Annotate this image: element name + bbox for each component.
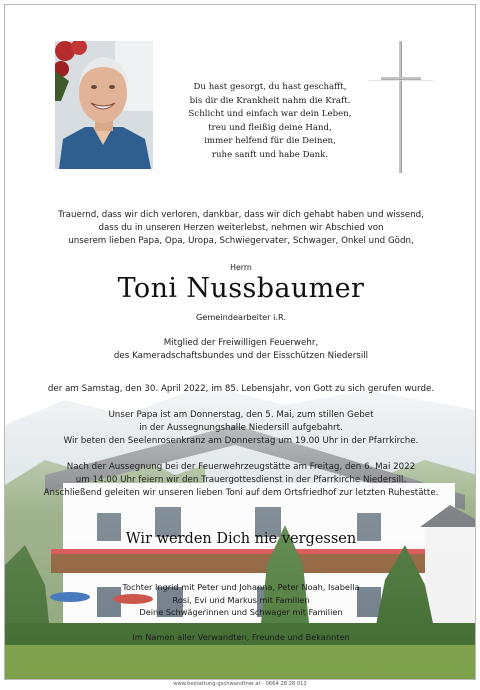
membership-line: Mitglied der Freiwilligen Feuerwehr, xyxy=(163,338,319,348)
family-list xyxy=(5,581,476,643)
prayer-info xyxy=(5,409,476,449)
prayer-line: Wir beten den Seelenrosenkranz am Donnerstag um 19.00 Uhr in der Pfarrkirche. xyxy=(63,436,419,447)
prayer-line: Unser Papa ist am Donnerstag, den 5. Mai, zum stillen Gebet xyxy=(108,410,374,420)
motto: Wir werden Dich nie vergessen xyxy=(125,531,357,547)
poem-line: treu und fleißig deine Hand, xyxy=(208,122,332,133)
intro-line: dass du in unseren Herzen weiterlebst, nehmen wir Abschied von xyxy=(98,223,384,234)
memberships xyxy=(5,337,476,363)
deceased-name: Toni Nussbaumer xyxy=(117,273,365,304)
death-notice-line: der am Samstag, den 30. April 2022, im 85. Lebensjahr, von Gott zu sich gerufen wurde. xyxy=(47,384,435,394)
poem-line: ruhe sanft und habe Dank. xyxy=(211,149,329,160)
prayer-line: in der Aussegnungshalle Niedersill aufgebahrt. xyxy=(139,423,343,434)
family-line: Rosi, Evi und Markus mit Familien xyxy=(172,594,310,605)
funeral-line: Anschließend geleiten wir unseren lieben Toni auf dem Ortsfriedhof zur letzten Ruhestätte. xyxy=(43,488,439,499)
funeral-info xyxy=(5,461,476,501)
family-line: Tochter Ingrid mit Peter und Johanna, Peter Noah, Isabella xyxy=(122,582,360,592)
poem-line: Du hast gesorgt, du hast geschafft, xyxy=(193,82,347,92)
poem-line: immer helfend für die Deinen, xyxy=(204,136,336,147)
footer-contact: www.bestattung-gschwandtner.at · 0664 28 28 013 xyxy=(173,681,307,687)
poem-line: bis dir die Krankheit nahm die Kraft. xyxy=(189,95,351,106)
membership-line: des Kameradschaftsbundes und der Eisschützen Niedersill xyxy=(113,351,369,362)
poem-line: Schlicht und einfach war dein Leben, xyxy=(188,109,352,120)
intro-line: unserem lieben Papa, Opa, Uropa, Schwiegervater, Schwager, Onkel und Gödn, xyxy=(68,236,414,247)
cross-icon xyxy=(369,41,433,173)
funeral-line: um 14.00 Uhr feiern wir den Trauergottesdienst in der Pfarrkirche Niedersill. xyxy=(75,475,407,486)
poem xyxy=(155,81,385,163)
obituary-card xyxy=(4,4,476,680)
deceased-title: Gemeindearbeiter i.R. xyxy=(195,312,287,322)
salutation: Herrn xyxy=(230,263,252,272)
funeral-line: Nach der Aussegnung bei der Feuerwehrzeugstätte am Freitag, den 6. Mai 2022 xyxy=(66,462,416,472)
intro-line: Trauernd, dass wir dich verloren, dankbar, dass wir dich gehabt haben und wissend, xyxy=(58,210,424,220)
portrait-photo xyxy=(55,41,153,169)
death-notice xyxy=(5,383,476,396)
family-line: Deine Schwägerinnen und Schwager mit Familien xyxy=(139,607,343,618)
intro-text xyxy=(5,209,476,249)
family-closing: Im Namen aller Verwandten, Freunde und Bekannten xyxy=(132,631,350,642)
